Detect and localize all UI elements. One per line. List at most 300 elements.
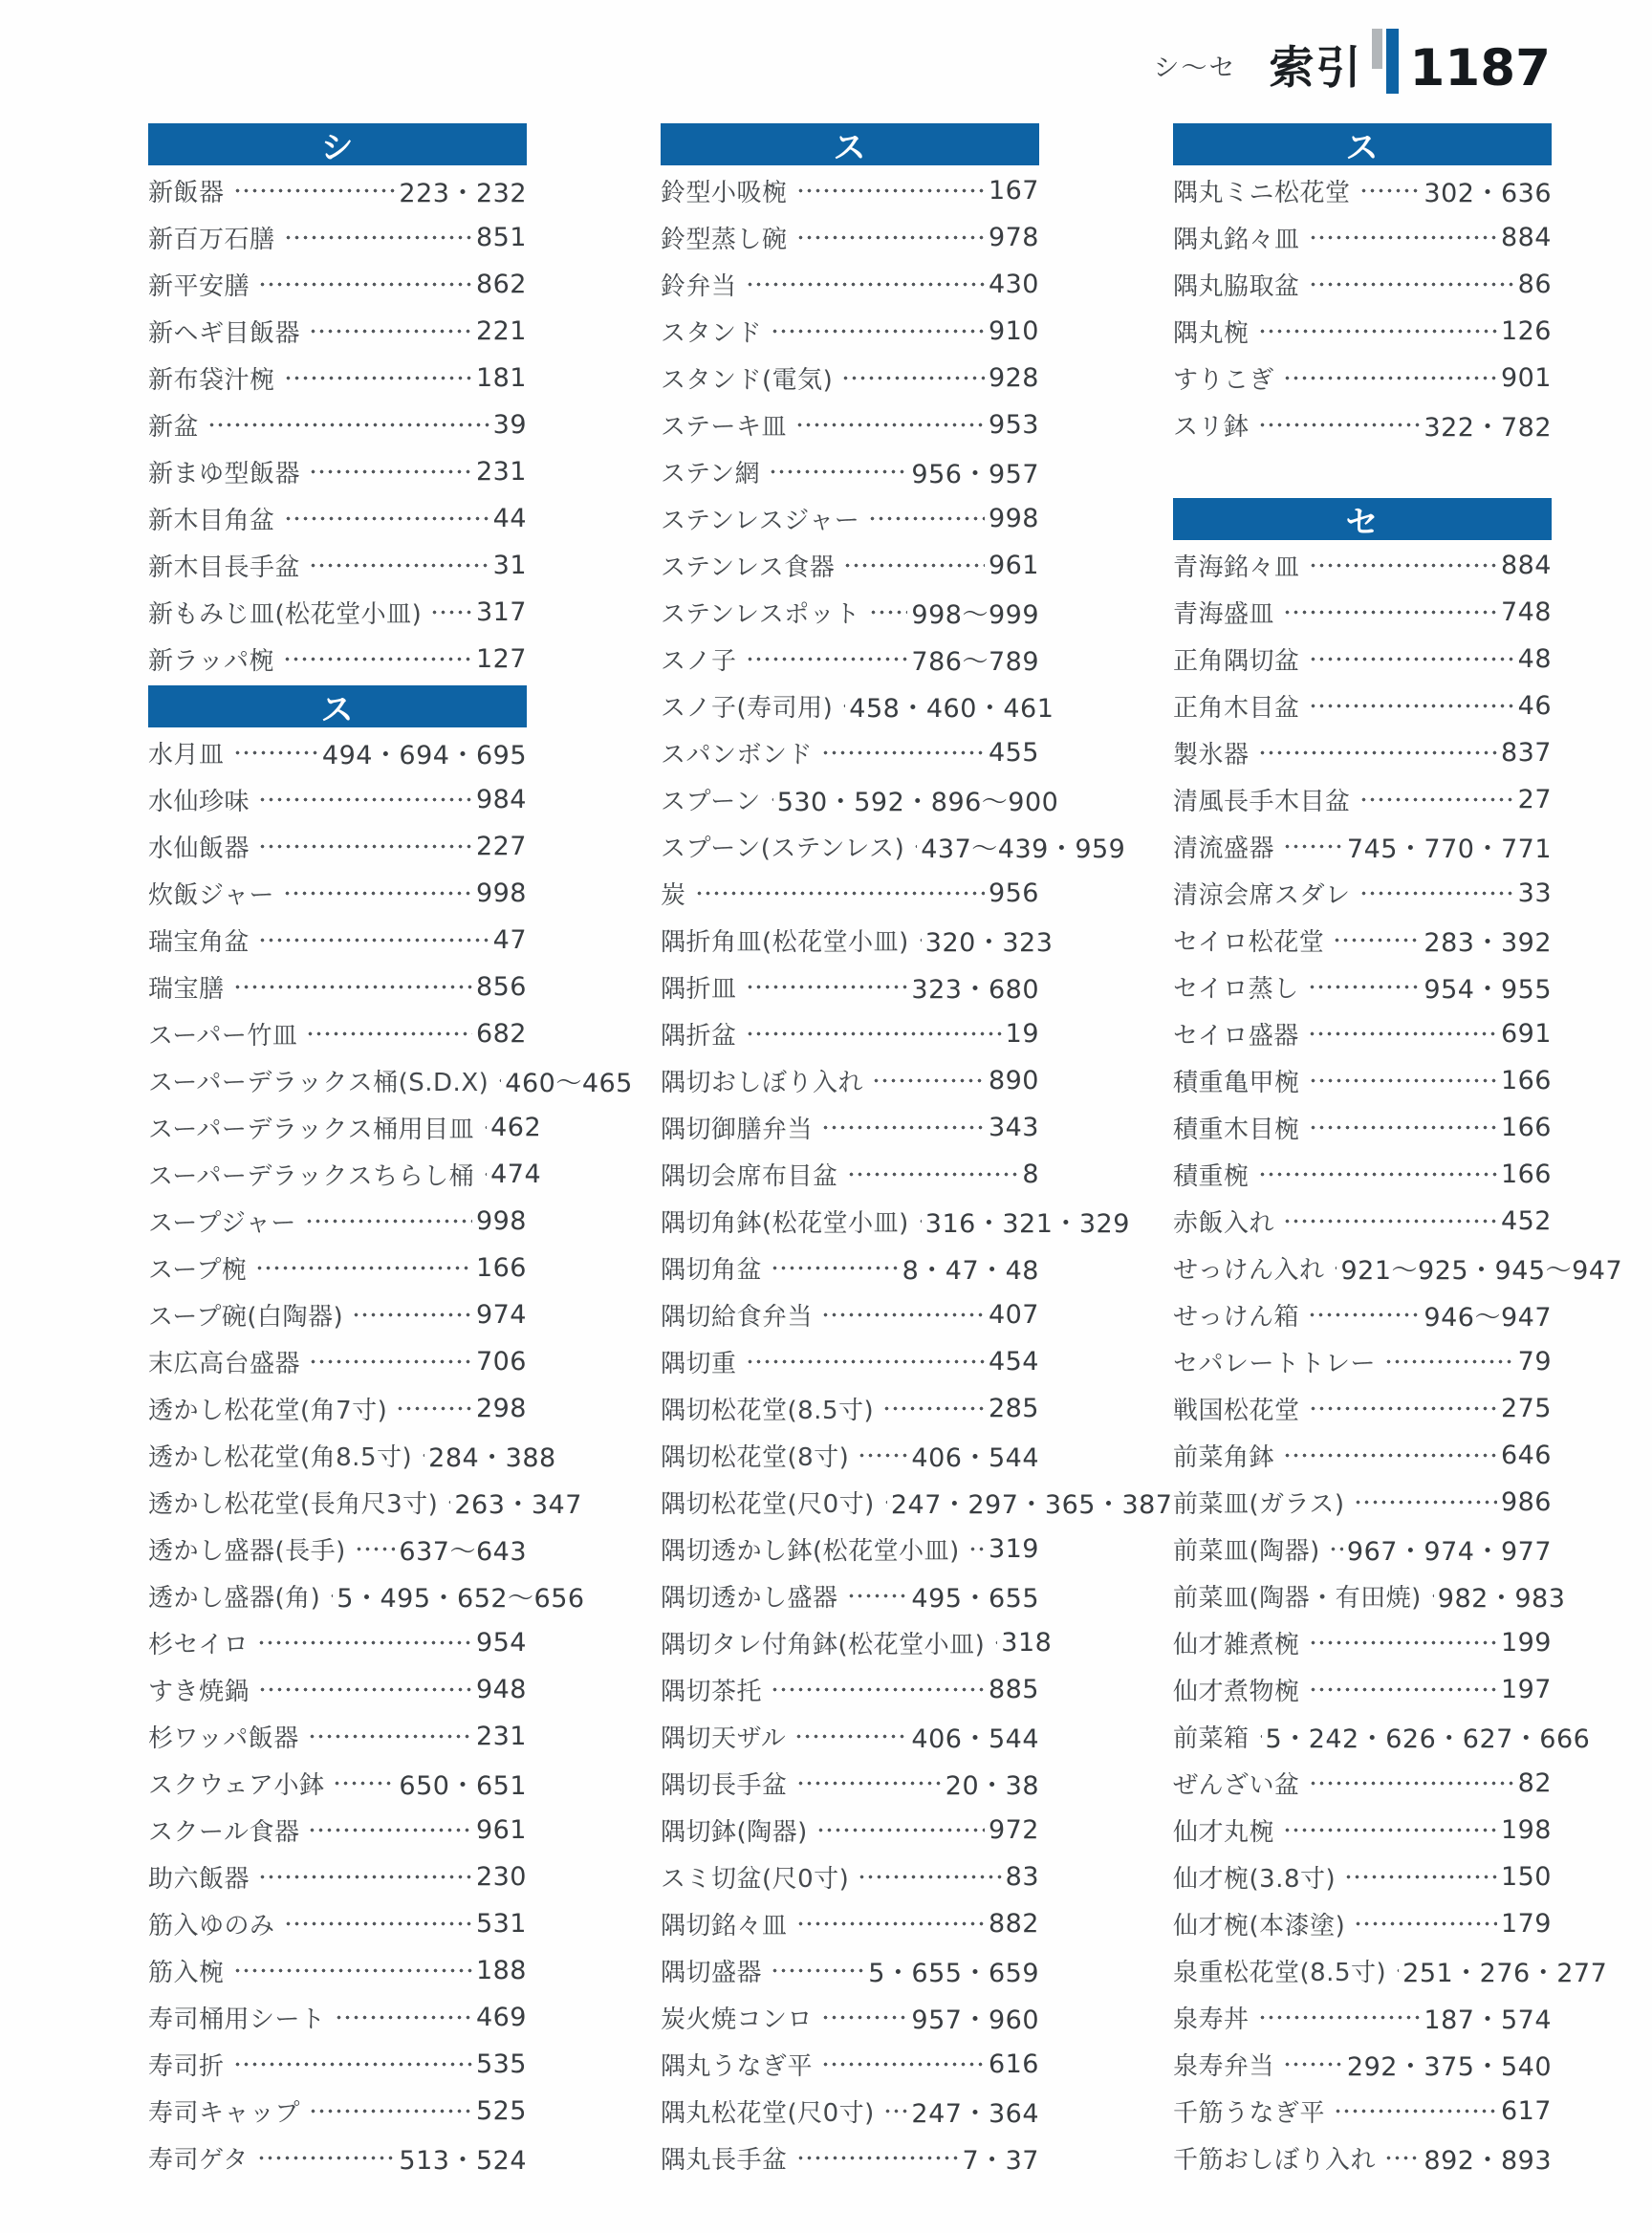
section-header-letter: ス [833,128,867,167]
index-entry [148,1572,585,1619]
entry-name: スタンド(電気) [661,366,834,395]
entry-name: スノ子 [661,647,737,676]
index-entry [148,1385,527,1432]
dotted-leader [1307,1385,1497,1432]
entry-name: 泉重松花堂(8.5寸) [1173,1959,1387,1987]
dotted-leader [1306,1291,1420,1338]
entry-pages: 82 [1517,1768,1552,1798]
entry-pages: 5・655・659 [868,1959,1039,1988]
entry-pages: 83 [1005,1862,1039,1892]
index-entry [1173,1432,1552,1479]
page-header [1153,29,1551,98]
entry-pages: 5・495・652〜656 [337,1584,585,1614]
index-entry [1173,1854,1552,1900]
index-entry [148,1994,527,2041]
dotted-leader [916,1198,922,1245]
index-entry [1173,1947,1608,1994]
dotted-leader [1358,776,1514,823]
index-entry [1173,2135,1552,2181]
entry-pages: 998 [988,504,1039,533]
index-entry [148,1900,527,1947]
index-entry [148,1479,582,1526]
entry-pages: 650・651 [399,1771,527,1801]
index-entry [148,823,527,870]
entry-pages: 617 [1500,2096,1552,2126]
index-entry [661,1432,1039,1479]
entry-pages: 285 [988,1394,1039,1423]
dotted-leader [1281,823,1343,870]
entry-name: セパレートトレー [1173,1350,1377,1378]
entry-name: 前菜皿(陶器) [1173,1537,1320,1566]
index-entry [1173,1151,1552,1198]
entry-name: 隅丸長手盆 [661,2146,788,2175]
entry-name: 杉ワッパ飯器 [148,1724,299,1753]
dotted-leader [303,1198,472,1245]
index-entry [148,1338,527,1385]
entry-pages: 150 [1500,1862,1552,1892]
index-entry [148,1619,527,1666]
entry-name: 仙才椀(3.8寸) [1173,1865,1337,1894]
dotted-leader [1256,1151,1497,1198]
index-entry [1173,1666,1552,1713]
entry-name: 隅丸松花堂(尺0寸) [661,2099,875,2128]
entry-name: 隅折角皿(松花堂小皿) [661,928,909,957]
section-header-letter: セ [1345,503,1380,542]
entry-pages: 5・242・626・627・666 [1265,1724,1591,1754]
index-entry [1173,2041,1552,2088]
entry-name: スノ子(寿司用) [661,694,834,723]
index-entry [1173,823,1552,870]
index-entry [1173,2088,1552,2135]
dotted-leader [794,2135,959,2181]
dotted-leader [793,401,985,448]
index-entry [1173,870,1552,917]
entry-pages: 972 [988,1815,1039,1845]
entry-pages: 890 [988,1066,1039,1095]
index-entry [661,261,1039,308]
entry-pages: 407 [988,1300,1039,1330]
entry-name: 清風長手木目盆 [1173,788,1351,816]
index-entry [661,1198,1130,1245]
index-entry [1173,1245,1623,1291]
dotted-leader [1306,964,1421,1010]
dotted-leader [1256,308,1497,355]
dotted-leader [991,1619,997,1666]
index-entry [661,1291,1039,1338]
dotted-leader [1307,261,1514,308]
entry-pages: 946〜947 [1424,1303,1552,1333]
entry-name: 助六飯器 [148,1865,250,1894]
index-entry [148,917,527,964]
section-header-letter: シ [320,128,355,167]
header-accent-bars [1372,29,1402,94]
dotted-leader [911,823,917,870]
entry-name: スクウェア小鉢 [148,1771,325,1800]
entry-pages: 166 [1500,1066,1552,1095]
index-entry [148,355,527,401]
entry-name: 泉寿丼 [1173,2005,1250,2034]
index-entry [661,495,1039,542]
entry-pages: 458・460・461 [849,694,1054,724]
entry-pages: 302・636 [1424,179,1552,208]
entry-pages: 199 [1500,1628,1552,1658]
entry-pages: 20・38 [945,1771,1039,1801]
index-entry [1173,1291,1552,1338]
dotted-leader [693,870,985,917]
entry-pages: 126 [1500,316,1552,346]
index-entry [148,1198,527,1245]
index-entry [148,1151,542,1198]
dotted-leader [1428,1572,1434,1619]
entry-name: 隅切松花堂(8寸) [661,1443,850,1472]
entry-name: 炭火焼コンロ [661,2005,814,2034]
entry-name: 隅切角鉢(松花堂小皿) [661,1209,909,1238]
index-entry [661,870,1039,917]
index-entry [1173,1713,1591,1760]
entry-name: 鈴弁当 [661,272,737,301]
dotted-leader [256,823,472,870]
entry-name: ステーキ皿 [661,413,787,442]
entry-name: 隅丸椀 [1173,319,1250,348]
index-entry [661,1151,1039,1198]
index-entry [148,214,527,261]
index-entry [661,1010,1039,1057]
index-entry [661,683,1054,729]
entry-name: 鈴型小吸椀 [661,179,788,207]
entry-name: 隅切タレ付角鉢(松花堂小皿) [661,1631,986,1659]
dotted-leader [253,1245,472,1291]
index-entry [1173,1338,1552,1385]
index-entry [661,1760,1039,1807]
dotted-leader [282,355,472,401]
dotted-leader [819,1994,907,2041]
entry-pages: 86 [1517,270,1552,299]
dotted-leader [845,1572,908,1619]
index-entry [661,214,1039,261]
dotted-leader [1352,1479,1497,1526]
entry-pages: 460〜465 [505,1069,633,1098]
entry-pages: 181 [475,363,527,393]
entry-pages: 961 [988,551,1039,580]
entry-pages: 978 [988,223,1039,252]
entry-pages: 31 [492,551,527,580]
index-entry [661,636,1039,683]
entry-pages: 188 [475,1956,527,1985]
entry-pages: 837 [1500,738,1552,768]
entry-pages: 406・544 [911,1724,1039,1754]
dotted-leader [1281,2041,1343,2088]
entry-name: 新平安膳 [148,272,250,301]
dotted-leader [231,729,318,776]
dotted-leader [1256,729,1497,776]
entry-pages: 47 [492,925,527,955]
dotted-leader [327,1572,333,1619]
index-entry [1173,308,1552,355]
dotted-leader [1307,214,1497,261]
entry-name: 寿司折 [148,2052,225,2081]
dotted-leader [793,1713,907,1760]
index-entry [1173,1526,1552,1572]
dotted-leader [767,448,907,495]
entry-pages: 967・974・977 [1346,1537,1552,1567]
entry-name: 清流盛器 [1173,835,1275,863]
index-entry [1173,964,1552,1010]
entry-name: 新百万石膳 [148,226,275,254]
dotted-leader [1281,1198,1497,1245]
dotted-leader [1393,1947,1399,1994]
entry-name: すりこぎ [1173,366,1275,395]
dotted-leader [1307,1104,1497,1151]
entry-name: 隅切鉢(陶器) [661,1818,808,1847]
dotted-leader [744,964,908,1010]
index-entry [661,1900,1039,1947]
entry-pages: 166 [1500,1160,1552,1189]
entry-pages: 786〜789 [911,647,1039,677]
dotted-leader [867,589,908,636]
index-entry [148,589,527,636]
entry-name: 隅切松花堂(8.5寸) [661,1397,875,1425]
entry-pages: 856 [475,972,527,1002]
dotted-leader [794,1900,985,1947]
entry-name: 千筋おしぼり入れ [1173,2146,1377,2175]
entry-pages: 292・375・540 [1346,2052,1552,2082]
entry-pages: 187・574 [1424,2005,1552,2035]
index-entry [148,261,527,308]
entry-pages: 8・47・48 [902,1256,1039,1286]
dotted-leader [744,261,985,308]
index-entry [661,1572,1039,1619]
entry-pages: 982・983 [1437,1584,1566,1614]
index-entry [1173,261,1552,308]
dotted-leader [231,167,396,214]
entry-name: セイロ盛器 [1173,1022,1299,1051]
entry-pages: 227 [475,832,527,861]
dotted-leader [1358,870,1514,917]
dotted-leader [1256,401,1421,448]
entry-pages: 454 [988,1347,1039,1377]
entry-pages: 221 [475,316,527,346]
entry-pages: 44 [492,504,527,533]
entry-name: 鈴型蒸し碗 [661,226,788,254]
entry-name: 透かし松花堂(角8.5寸) [148,1443,413,1472]
entry-name: スリ鉢 [1173,413,1250,442]
index-column [148,120,633,2181]
entry-pages: 298 [475,1394,527,1423]
entry-pages: 79 [1517,1347,1552,1377]
entry-name: スタンド [661,319,763,348]
entry-name: 青海銘々皿 [1173,553,1300,582]
entry-name: 瑞宝膳 [148,975,225,1004]
dotted-leader [881,2088,908,2135]
entry-name: 隅切銘々皿 [661,1912,788,1940]
section-header [1173,498,1552,540]
gray-accent-bar [1372,29,1382,69]
entry-pages: 452 [1500,1206,1552,1236]
entry-pages: 884 [1500,223,1552,252]
dotted-leader [880,1385,985,1432]
entry-name: 前菜箱 [1173,1724,1250,1753]
entry-pages: 197 [1500,1675,1552,1704]
dotted-leader [819,1104,985,1151]
dotted-leader [495,1057,501,1104]
dotted-leader [856,1432,907,1479]
entry-pages: 223・232 [399,179,527,208]
dotted-leader [428,589,472,636]
dotted-leader [306,1807,471,1854]
entry-pages: 48 [1517,644,1552,674]
dotted-leader [304,1010,472,1057]
index-column [1173,120,1623,2181]
entry-name: 新盆 [148,413,200,442]
columns [148,120,1623,2181]
entry-name: スーパーデラックスちらし桶 [148,1162,475,1191]
entry-pages: 961 [475,1815,527,1845]
entry-name: スーパー竹皿 [148,1022,298,1051]
index-entry [1173,683,1552,729]
index-entry [661,1245,1039,1291]
index-entry [661,964,1039,1010]
entry-name: ステンレスポット [661,600,860,629]
index-entry [661,2088,1039,2135]
entry-pages: 745・770・771 [1346,835,1552,864]
entry-name: 隅折皿 [661,975,737,1004]
entry-name: スーパーデラックス桶用目皿 [148,1116,475,1144]
index-entry [148,964,527,1010]
entry-name: 新飯器 [148,179,225,207]
dotted-leader [1358,167,1421,214]
index-entry [661,1666,1039,1713]
entry-pages: 851 [475,223,527,252]
entry-name: 炊飯ジャー [148,881,274,910]
dotted-leader [744,636,908,683]
entry-name: スープ碗(白陶器) [148,1303,344,1332]
entry-pages: 953 [988,410,1039,440]
dotted-leader [769,1947,864,1994]
entry-pages: 474 [490,1160,542,1189]
dotted-leader [481,1151,487,1198]
entry-pages: 494・694・695 [321,741,527,770]
index-entry [148,776,527,823]
index-entry [661,401,1039,448]
index-entry [1173,729,1552,776]
dotted-leader [256,261,472,308]
entry-pages: 283・392 [1424,928,1552,958]
index-entry [148,1010,527,1057]
entry-pages: 317 [475,597,527,627]
dotted-leader [1281,589,1497,636]
entry-name: 透かし松花堂(角7寸) [148,1397,388,1425]
entry-pages: 862 [475,270,527,299]
index-entry [148,542,527,589]
index-entry [148,401,527,448]
entry-name: 隅切会席布目盆 [661,1162,838,1191]
entry-pages: 928 [988,363,1039,393]
index-entry [148,1526,527,1572]
index-entry [661,448,1039,495]
entry-pages: 691 [1500,1019,1552,1049]
entry-pages: 469 [475,2003,527,2032]
entry-name: 隅丸うなぎ平 [661,2052,814,2081]
entry-name: 隅切長手盆 [661,1771,788,1800]
entry-name: スーパーデラックス桶(S.D.X) [148,1069,489,1097]
dotted-leader [281,870,472,917]
entry-pages: 27 [1517,785,1552,814]
entry-pages: 247・364 [911,2099,1039,2129]
dotted-leader [256,1854,472,1900]
entry-name: 新木目長手盆 [148,553,301,582]
entry-pages: 316・321・329 [924,1209,1130,1239]
entry-name: 仙才煮物椀 [1173,1678,1300,1706]
index-entry [1173,1994,1552,2041]
dotted-leader [1382,2135,1420,2181]
entry-pages: 179 [1500,1909,1552,1939]
dotted-leader [866,495,985,542]
entry-name: 仙才丸椀 [1173,1818,1275,1847]
index-entry [661,2135,1039,2181]
section-header-letter: ス [320,690,355,729]
dotted-leader [815,1807,985,1854]
dotted-leader [1327,1526,1343,1572]
entry-pages: 7・37 [962,2146,1039,2176]
entry-name: 隅丸ミニ松花堂 [1173,179,1351,207]
entry-name: 前菜角鉢 [1173,1443,1275,1472]
entry-name: 清涼会席スダレ [1173,881,1351,910]
dotted-leader [282,495,489,542]
dotted-leader [870,1057,985,1104]
entry-pages: 320・323 [924,928,1054,958]
entry-name: 水仙珍味 [148,788,250,816]
entry-name: せっけん箱 [1173,1303,1299,1332]
dotted-leader [1281,355,1497,401]
index-entry [661,308,1039,355]
index-entry [1173,1572,1566,1619]
dotted-leader [1307,1057,1497,1104]
entry-pages: 127 [475,644,527,674]
entry-pages: 322・782 [1424,413,1552,443]
entry-name: 透かし盛器(角) [148,1584,321,1613]
dotted-leader [206,401,489,448]
section-header [148,123,527,165]
entry-pages: 956・957 [911,460,1039,489]
entry-name: 隅切角盆 [661,1256,763,1285]
entry-pages: 535 [475,2049,527,2079]
index-entry [148,167,527,214]
index-entry [661,1479,1173,1526]
entry-name: 隅切御膳弁当 [661,1116,814,1144]
dotted-leader [419,1432,424,1479]
index-entry [661,167,1039,214]
entry-pages: 455 [988,738,1039,768]
dotted-leader [841,542,985,589]
entry-name: 千筋うなぎ平 [1173,2099,1326,2128]
entry-pages: 437〜439・959 [921,835,1126,864]
index-entry [148,636,527,683]
index-entry [148,1854,527,1900]
entry-name: 戦国松花堂 [1173,1397,1300,1425]
entry-pages: 748 [1500,597,1552,627]
index-entry [661,729,1039,776]
index-entry [661,1854,1039,1900]
entry-pages: 230 [475,1862,527,1892]
entry-name: 新まゆ型飯器 [148,460,301,488]
entry-name: 赤飯入れ [1173,1209,1275,1238]
entry-name: 末広高台盛器 [148,1350,301,1378]
dotted-leader [350,1291,472,1338]
entry-pages: 231 [475,457,527,487]
dotted-leader [1382,1338,1514,1385]
section-header [661,123,1039,165]
index-entry [148,1807,527,1854]
